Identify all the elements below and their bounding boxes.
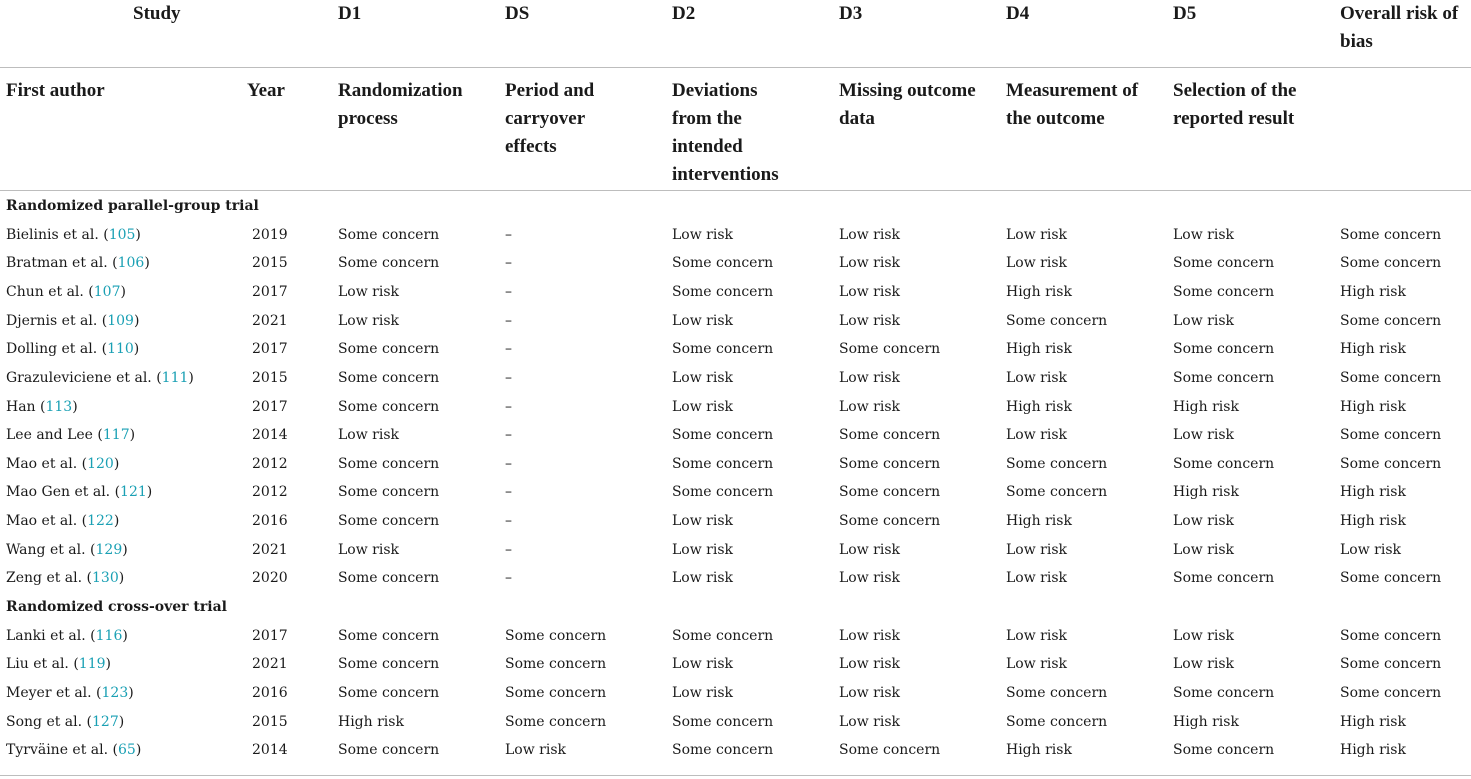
cell-d4: High risk [1006, 341, 1072, 357]
cell-year: 2017 [252, 341, 288, 357]
cell-d3: Some concern [839, 456, 941, 472]
author-name: Liu et al. ( [6, 656, 79, 672]
cell-year: 2021 [252, 656, 288, 672]
author-close-paren: ) [129, 427, 136, 443]
table-row-author [6, 253, 150, 273]
cell-year: 2016 [252, 513, 288, 529]
author-close-paren: ) [133, 313, 140, 329]
cell-ds: – [505, 227, 512, 243]
cell-year: 2016 [252, 685, 288, 701]
cell-d1: Some concern [338, 656, 440, 672]
table-row-author [6, 712, 124, 732]
cell-year: 2012 [252, 456, 288, 472]
cell-year: 2021 [252, 542, 288, 558]
cell-ds: – [505, 456, 512, 472]
cell-d2: Some concern [672, 427, 774, 443]
header-divider [0, 67, 1471, 68]
author-name: Mao et al. ( [6, 456, 88, 472]
table-row-author [6, 311, 139, 331]
subheader-d2: Deviations from the intended interventions [672, 80, 779, 185]
author-name: Chun et al. ( [6, 284, 94, 300]
author-name: Wang et al. ( [6, 542, 96, 558]
cell-d3: Low risk [839, 255, 900, 271]
cell-year: 2015 [252, 255, 288, 271]
reference-link[interactable]: 65 [117, 742, 136, 758]
author-name: Meyer et al. ( [6, 685, 102, 701]
cell-ds: Low risk [505, 742, 566, 758]
cell-d2: Some concern [672, 484, 774, 500]
cell-d5: Low risk [1173, 427, 1234, 443]
cell-d2: Some concern [672, 714, 774, 730]
reference-link[interactable]: 122 [87, 513, 114, 529]
reference-link[interactable]: 117 [102, 427, 130, 443]
author-name: Tyrväine et al. ( [6, 742, 118, 758]
cell-d2: Low risk [672, 570, 733, 586]
cell-overall: Some concern [1340, 685, 1442, 701]
reference-link[interactable]: 129 [95, 542, 123, 558]
author-close-paren: ) [122, 542, 128, 558]
cell-d3: Low risk [839, 714, 900, 730]
cell-overall: Some concern [1340, 456, 1442, 472]
cell-d4: Some concern [1006, 685, 1108, 701]
author-name: Mao et al. ( [6, 513, 88, 529]
author-close-paren: ) [122, 628, 128, 644]
cell-d4: Low risk [1006, 370, 1067, 386]
cell-d3: Some concern [839, 341, 941, 357]
author-name: Bielinis et al. ( [6, 227, 109, 243]
table-row-author [6, 454, 119, 474]
cell-d1: Low risk [338, 313, 399, 329]
header-d4: D4 [1006, 3, 1030, 24]
cell-d2: Low risk [672, 227, 733, 243]
cell-ds: – [505, 427, 512, 443]
cell-overall: Low risk [1340, 542, 1401, 558]
cell-d1: Some concern [338, 685, 440, 701]
cell-d2: Some concern [672, 628, 774, 644]
cell-d1: Some concern [338, 370, 440, 386]
cell-d4: Some concern [1006, 456, 1108, 472]
cell-d4: High risk [1006, 513, 1072, 529]
author-name: Mao Gen et al. ( [6, 484, 121, 500]
cell-d2: Some concern [672, 742, 774, 758]
cell-d5: High risk [1173, 484, 1239, 500]
author-close-paren: ) [128, 685, 134, 701]
subheader-first-author: First author [6, 80, 105, 101]
cell-ds: Some concern [505, 628, 607, 644]
cell-d4: Low risk [1006, 427, 1067, 443]
cell-d5: Low risk [1173, 227, 1234, 243]
author-close-paren: ) [113, 456, 120, 472]
cell-d4: Low risk [1006, 227, 1067, 243]
cell-d5: Some concern [1173, 284, 1275, 300]
cell-d2: Some concern [672, 255, 774, 271]
cell-d1: Low risk [338, 542, 399, 558]
cell-d5: Some concern [1173, 255, 1275, 271]
header-overall-risk: Overall risk of bias [1340, 3, 1459, 52]
cell-d2: Low risk [672, 513, 733, 529]
table-row-author [6, 282, 126, 302]
table-row-author [6, 368, 194, 388]
cell-d5: Low risk [1173, 628, 1234, 644]
cell-d3: Low risk [839, 628, 900, 644]
table-row-author [6, 540, 128, 560]
cell-ds: Some concern [505, 714, 607, 730]
cell-ds: – [505, 255, 512, 271]
author-name: Djernis et al. ( [6, 313, 108, 329]
subheader-d4: Measurement of the outcome [1006, 80, 1139, 129]
cell-d3: Low risk [839, 227, 900, 243]
subheader-d1: Randomization process [338, 80, 463, 129]
cell-ds: – [505, 542, 512, 558]
header-d3: D3 [839, 3, 863, 24]
cell-d2: Low risk [672, 313, 733, 329]
author-close-paren: ) [133, 341, 140, 357]
cell-overall: Some concern [1340, 370, 1442, 386]
table-row-author [6, 425, 135, 445]
cell-d5: High risk [1173, 399, 1239, 415]
cell-d3: Some concern [839, 742, 941, 758]
cell-d2: Low risk [672, 370, 733, 386]
author-close-paren: ) [118, 714, 125, 730]
table-row-author [6, 482, 152, 502]
cell-year: 2015 [252, 370, 288, 386]
cell-ds: – [505, 484, 512, 500]
cell-year: 2014 [252, 427, 288, 443]
subheader-year: Year [247, 80, 285, 101]
cell-overall: Some concern [1340, 427, 1442, 443]
cell-overall: Some concern [1340, 227, 1442, 243]
cell-d5: Some concern [1173, 341, 1275, 357]
author-name: Zeng et al. ( [6, 570, 92, 586]
cell-d3: Low risk [839, 542, 900, 558]
reference-link[interactable]: 121 [120, 484, 147, 500]
cell-d1: Some concern [338, 742, 440, 758]
reference-link[interactable]: 127 [92, 714, 119, 730]
cell-d1: Some concern [338, 484, 440, 500]
cell-d3: Some concern [839, 484, 941, 500]
cell-d4: Low risk [1006, 628, 1067, 644]
cell-d4: Low risk [1006, 542, 1067, 558]
cell-overall: High risk [1340, 484, 1406, 500]
header-study: Study [133, 3, 181, 24]
cell-d4: High risk [1006, 742, 1072, 758]
cell-d5: Low risk [1173, 656, 1234, 672]
cell-d4: Some concern [1006, 484, 1108, 500]
cell-d1: Some concern [338, 628, 440, 644]
cell-overall: High risk [1340, 341, 1406, 357]
header-d1: D1 [338, 3, 362, 24]
reference-link[interactable]: 105 [108, 227, 136, 243]
reference-link[interactable]: 111 [161, 370, 189, 386]
cell-overall: Some concern [1340, 255, 1442, 271]
cell-d4: Some concern [1006, 313, 1108, 329]
cell-overall: High risk [1340, 513, 1406, 529]
header-ds: DS [505, 3, 530, 24]
cell-d4: High risk [1006, 284, 1072, 300]
reference-link[interactable]: 109 [107, 313, 134, 329]
author-close-paren: ) [118, 570, 125, 586]
cell-d2: Low risk [672, 399, 733, 415]
cell-d4: Some concern [1006, 714, 1108, 730]
subheader-divider [0, 190, 1471, 191]
cell-ds: – [505, 570, 512, 586]
cell-d3: Low risk [839, 284, 900, 300]
cell-d1: Low risk [338, 427, 399, 443]
table-row-author [6, 511, 119, 531]
cell-d3: Low risk [839, 399, 900, 415]
cell-d4: Low risk [1006, 656, 1067, 672]
cell-ds: Some concern [505, 685, 607, 701]
cell-d5: Some concern [1173, 456, 1275, 472]
reference-link[interactable]: 110 [107, 341, 134, 357]
cell-ds: – [505, 399, 512, 415]
subheader-d3: Missing outcome data [839, 80, 976, 129]
cell-d3: Low risk [839, 370, 900, 386]
cell-d4: High risk [1006, 399, 1072, 415]
subheader-ds: Period and carryover effects [505, 80, 595, 157]
cell-d1: Some concern [338, 456, 440, 472]
table-row-author [6, 397, 78, 417]
cell-d4: Low risk [1006, 255, 1067, 271]
reference-link[interactable]: 116 [95, 628, 123, 644]
table-row-author [6, 740, 141, 760]
author-name: Grazuleviciene et al. ( [6, 370, 162, 386]
cell-d1: Some concern [338, 513, 440, 529]
header-d2: D2 [672, 3, 696, 24]
table-row-author [6, 683, 134, 703]
subheader-d5: Selection of the reported result [1173, 80, 1297, 129]
cell-ds: – [505, 370, 512, 386]
cell-d1: Low risk [338, 284, 399, 300]
author-close-paren: ) [105, 656, 111, 672]
author-close-paren: ) [120, 284, 126, 300]
author-close-paren: ) [146, 484, 153, 500]
author-close-paren: ) [113, 513, 120, 529]
header-d5: D5 [1173, 3, 1197, 24]
cell-d1: Some concern [338, 570, 440, 586]
cell-d2: Low risk [672, 685, 733, 701]
cell-ds: – [505, 284, 512, 300]
reference-link[interactable]: 113 [45, 399, 73, 415]
cell-d5: Some concern [1173, 685, 1275, 701]
cell-ds: – [505, 513, 512, 529]
cell-year: 2020 [252, 570, 288, 586]
cell-d1: Some concern [338, 341, 440, 357]
cell-overall: Some concern [1340, 313, 1442, 329]
cell-year: 2017 [252, 628, 288, 644]
reference-link[interactable]: 106 [117, 255, 145, 271]
cell-d3: Some concern [839, 513, 941, 529]
table-row-author [6, 626, 128, 646]
cell-year: 2014 [252, 742, 288, 758]
cell-d3: Low risk [839, 313, 900, 329]
table-bottom-rule [0, 775, 1471, 776]
cell-d2: Some concern [672, 341, 774, 357]
table-row-author [6, 225, 141, 245]
author-name: Bratman et al. ( [6, 255, 118, 271]
cell-d1: Some concern [338, 255, 440, 271]
reference-link[interactable]: 107 [93, 284, 121, 300]
reference-link[interactable]: 123 [101, 685, 129, 701]
table-row-author [6, 339, 139, 359]
cell-d1: High risk [338, 714, 404, 730]
cell-ds: – [505, 313, 512, 329]
cell-d5: High risk [1173, 714, 1239, 730]
cell-d5: Low risk [1173, 313, 1234, 329]
cell-overall: High risk [1340, 742, 1406, 758]
author-name: Song et al. ( [6, 714, 92, 730]
cell-overall: High risk [1340, 399, 1406, 415]
author-close-paren: ) [72, 399, 78, 415]
cell-d5: Low risk [1173, 542, 1234, 558]
reference-link[interactable]: 120 [87, 456, 114, 472]
cell-d2: Some concern [672, 284, 774, 300]
author-name: Dolling et al. ( [6, 341, 108, 357]
cell-year: 2012 [252, 484, 288, 500]
section-title: Randomized parallel-group trial [6, 198, 259, 214]
cell-year: 2019 [252, 227, 288, 243]
cell-year: 2017 [252, 284, 288, 300]
cell-ds: Some concern [505, 656, 607, 672]
cell-d2: Low risk [672, 656, 733, 672]
reference-link[interactable]: 130 [92, 570, 119, 586]
cell-d5: Some concern [1173, 370, 1275, 386]
cell-overall: Some concern [1340, 570, 1442, 586]
cell-d3: Low risk [839, 570, 900, 586]
cell-d3: Low risk [839, 685, 900, 701]
table-row-author [6, 654, 111, 674]
author-name: Han ( [6, 399, 46, 415]
cell-overall: Some concern [1340, 628, 1442, 644]
cell-year: 2017 [252, 399, 288, 415]
cell-d2: Some concern [672, 456, 774, 472]
author-name: Lee and Lee ( [6, 427, 103, 443]
cell-year: 2021 [252, 313, 288, 329]
cell-d3: Low risk [839, 656, 900, 672]
cell-ds: – [505, 341, 512, 357]
author-close-paren: ) [135, 227, 141, 243]
author-close-paren: ) [135, 742, 142, 758]
cell-d5: Low risk [1173, 513, 1234, 529]
author-close-paren: ) [144, 255, 150, 271]
section-title: Randomized cross-over trial [6, 599, 227, 615]
table-row-author [6, 568, 124, 588]
cell-overall: High risk [1340, 284, 1406, 300]
cell-d5: Some concern [1173, 570, 1275, 586]
cell-d5: Some concern [1173, 742, 1275, 758]
cell-d1: Some concern [338, 227, 440, 243]
reference-link[interactable]: 119 [78, 656, 106, 672]
cell-d4: Low risk [1006, 570, 1067, 586]
author-close-paren: ) [188, 370, 194, 386]
cell-overall: High risk [1340, 714, 1406, 730]
cell-overall: Some concern [1340, 656, 1442, 672]
cell-d2: Low risk [672, 542, 733, 558]
cell-d3: Some concern [839, 427, 941, 443]
cell-d1: Some concern [338, 399, 440, 415]
author-name: Lanki et al. ( [6, 628, 96, 644]
cell-year: 2015 [252, 714, 288, 730]
